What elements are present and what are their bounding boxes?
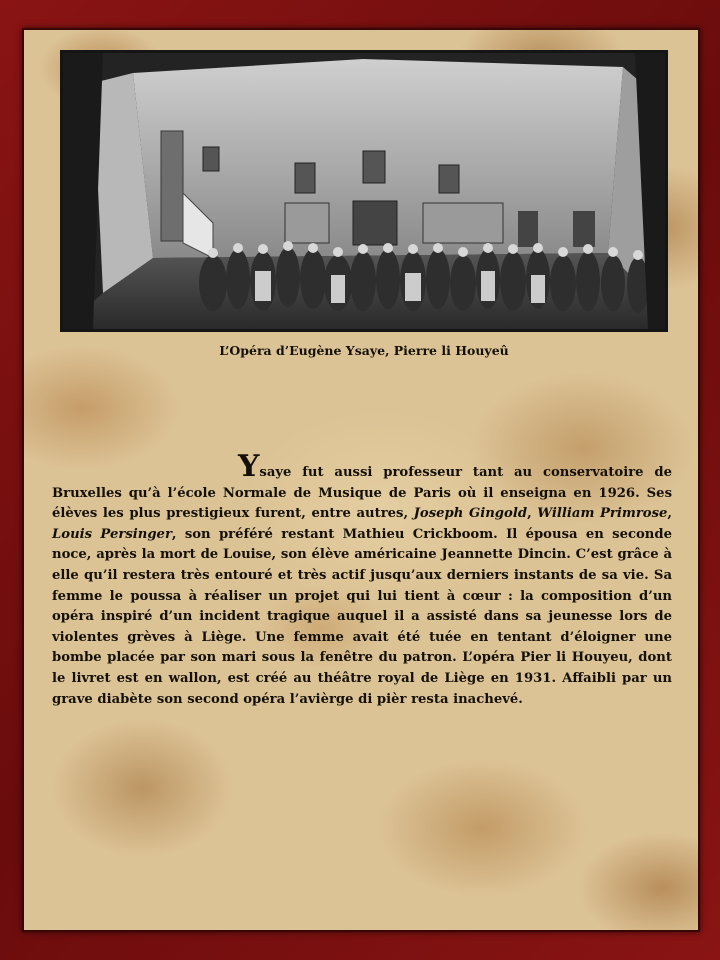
- article-paragraph-part-2: , son préféré restant Mathieu Crickboom. Il épousa en seconde noce, après la mort de Louise, son élève américaine Jeannette Dincin. C’est grâce à elle qu’il restera très entouré et très actif jusqu’aux derniers instants de sa vie. Sa femme le poussa à réaliser un projet qui lui tient à cœur : la composition d’un opéra inspiré d’un incident tragique auquel il a assisté dans sa jeunesse lors de violentes grèves à Liège. Une femme avait été tuée en tentant d’éloigner une bombe placée par son mari sous la fenêtre du patron. L’opéra Pier li Houyeu, dont le livret est en wallon, est créé au théâtre royal de Liège en 1931. Affaibli par un grave diabète son second opéra l’avièrge di pièr resta inachevé.: [52, 526, 672, 707]
- student-name-persinger: Louis Persinger: [52, 526, 172, 542]
- drop-cap: Y: [238, 449, 260, 484]
- opera-stage-photo: [60, 50, 668, 332]
- student-name-primrose: William Primrose: [537, 506, 668, 522]
- photo-caption: L’Opéra d’Eugène Ysaye, Pierre li Houyeû: [219, 343, 509, 358]
- article-paragraph-part-1: saye fut aussi professeur tant au conservatoire de Bruxelles qu’à l’école Normale de Musique de Paris où il enseigna en 1926. Ses élèves les plus prestigieux furent, entre autres,: [52, 465, 672, 522]
- separator: ,: [527, 506, 538, 522]
- separator: ,: [667, 506, 672, 522]
- theatre-stage-photo-icon: [63, 53, 665, 329]
- article-text: [52, 449, 672, 710]
- student-name-gingold: Joseph Gingold: [413, 506, 528, 522]
